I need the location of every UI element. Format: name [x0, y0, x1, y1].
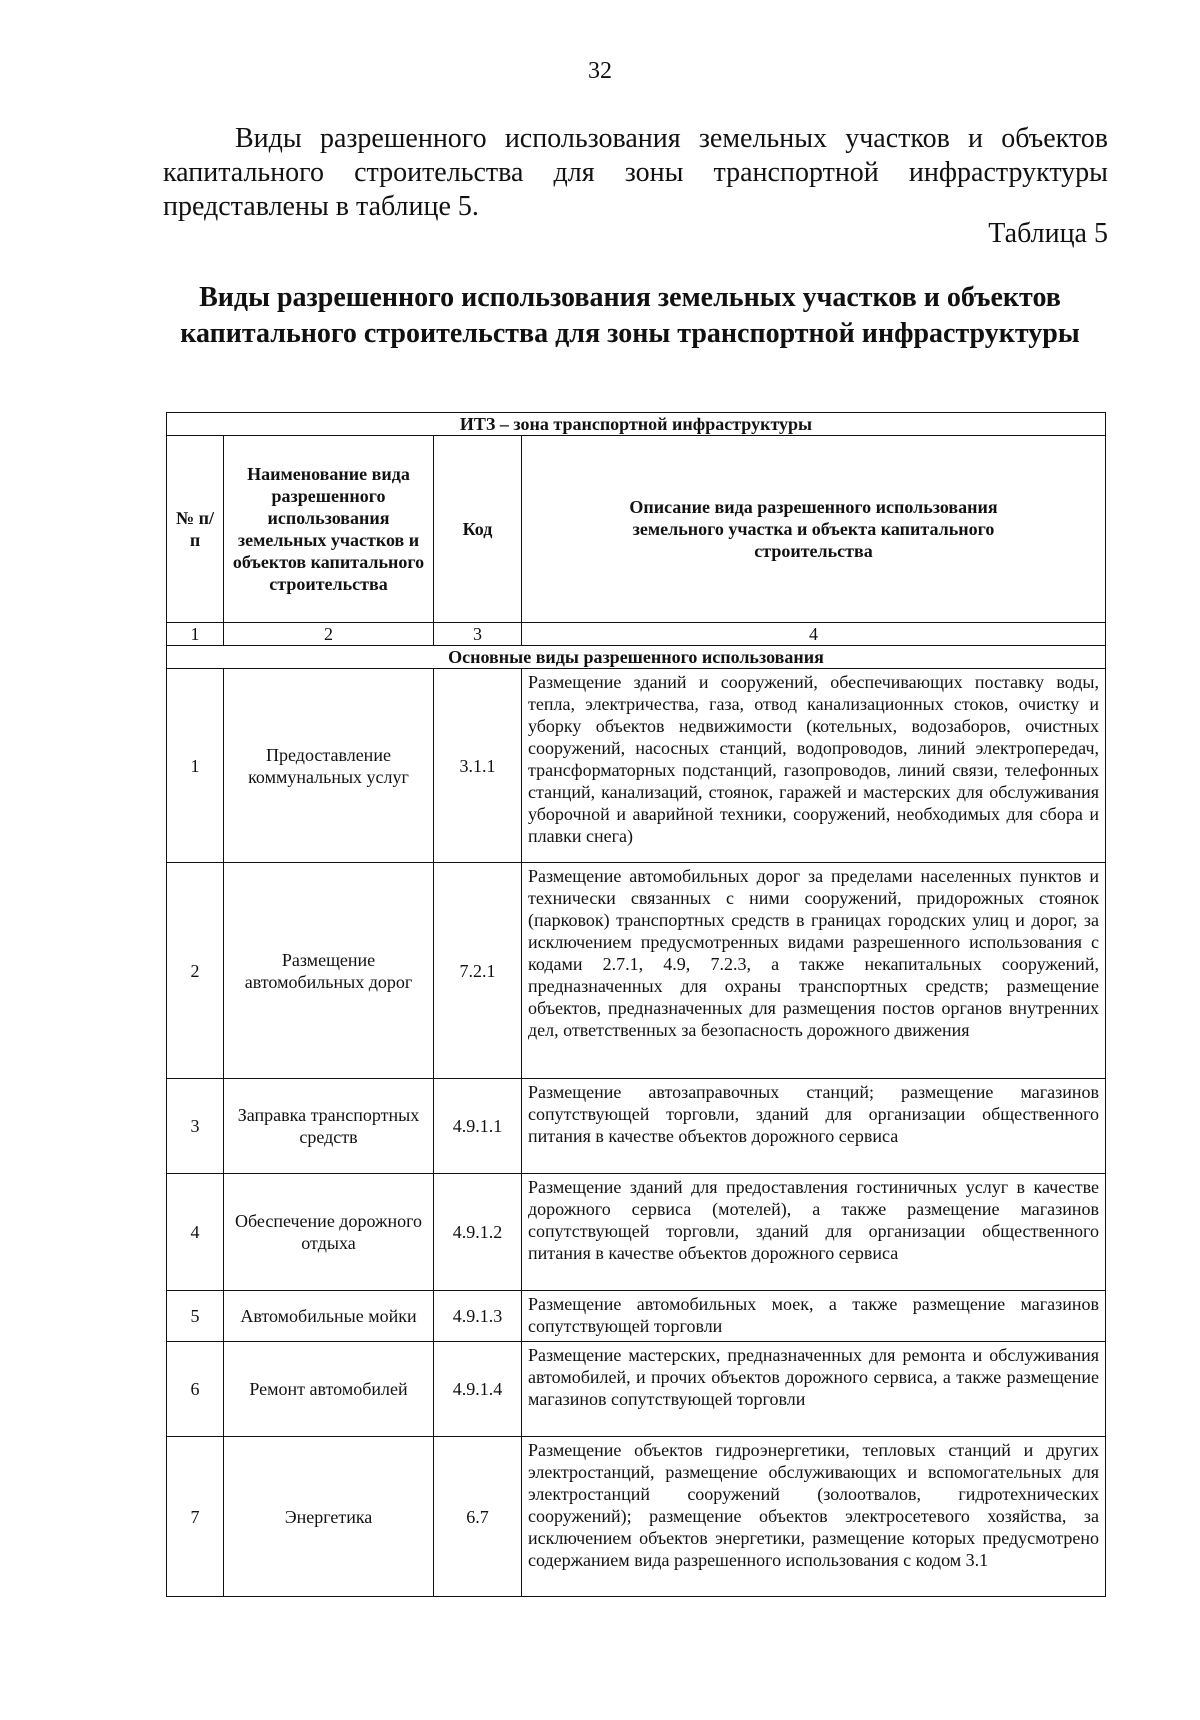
table-row: [167, 1174, 1106, 1291]
row-name: Заправка транспортных средств: [224, 1079, 434, 1174]
zone-header: ИТЗ – зона транспортной инфраструктуры: [167, 413, 1106, 436]
row-code: 4.9.1.2: [434, 1174, 522, 1291]
table-title: Виды разрешенного использования земельных участков и объектов капитального строительства для зоны транспортной инфраструктуры: [180, 282, 1080, 349]
row-code: 6.7: [434, 1437, 522, 1597]
row-num: 1: [167, 669, 224, 863]
row-name: Автомобильные мойки: [224, 1291, 434, 1342]
row-code: 4.9.1.1: [434, 1079, 522, 1174]
row-description: Размещение объектов гидроэнергетики, тепловых станций и других электростанций, размещение обслуживающих и вспомогательных для электростанций сооружений (золоотвалов, гидротехнических сооружений); размещение объектов электросетевого хозяйства, за исключением объектов энергетики, размещение которых предусмотрено содержанием вида разрешенного использования с кодом 3.1: [522, 1437, 1106, 1597]
column-number: 1: [167, 623, 224, 646]
table-row: [167, 1079, 1106, 1174]
table-row: [167, 1437, 1106, 1597]
column-number: 4: [522, 623, 1106, 646]
page-number: 32: [588, 58, 612, 84]
row-name: Обеспечение дорожного отдыха: [224, 1174, 434, 1291]
row-num: 3: [167, 1079, 224, 1174]
row-num: 6: [167, 1342, 224, 1437]
row-code: 7.2.1: [434, 863, 522, 1079]
row-num: 2: [167, 863, 224, 1079]
header-code: Код: [434, 436, 522, 623]
row-description: Размещение автомобильных дорог за пределами населенных пунктов и технически связанных с ними сооружений, придорожных стоянок (парковок) транспортных средств в границах городских улиц и дорог, за исключением предусмотренных видами разрешенного использования с кодами 2.7.1, 4.9, 7.2.3, а также некапитальных сооружений, предназначенных для охраны транспортных средств; размещение объектов, предназначенных для размещения постов органов внутренних дел, ответственных за безопасность дорожного движения: [522, 863, 1106, 1079]
row-description: Размещение мастерских, предназначенных для ремонта и обслуживания автомобилей, и прочих объектов дорожного сервиса, а также размещение магазинов сопутствующей торговли: [522, 1342, 1106, 1437]
header-description: Описание вида разрешенного использования земельного участка и объекта капитального строительства: [522, 436, 1106, 623]
row-description: Размещение автомобильных моек, а также размещение магазинов сопутствующей торговли: [522, 1291, 1106, 1342]
row-name: Энергетика: [224, 1437, 434, 1597]
row-name: Размещение автомобильных дорог: [224, 863, 434, 1079]
row-code: 4.9.1.4: [434, 1342, 522, 1437]
intro-paragraph: Виды разрешенного использования земельных участков и объектов капитального строительства для зоны транспортной инфраструктуры представлены в таблице 5.: [163, 123, 1108, 222]
table-row: [167, 669, 1106, 863]
column-number: 3: [434, 623, 522, 646]
land-use-table: [166, 412, 1106, 1597]
row-description: Размещение зданий для предоставления гостиничных услуг в качестве дорожного сервиса (мотелей), а также размещение магазинов сопутствующей торговли, зданий для организации общественного питания в качестве объектов дорожного сервиса: [522, 1174, 1106, 1291]
row-code: 4.9.1.3: [434, 1291, 522, 1342]
row-num: 4: [167, 1174, 224, 1291]
row-name: Предоставление коммунальных услуг: [224, 669, 434, 863]
header-name: Наименование вида разрешенного использования земельных участков и объектов капитального строительства: [224, 436, 434, 623]
row-num: 5: [167, 1291, 224, 1342]
section-title: Основные виды разрешенного использования: [167, 646, 1106, 669]
row-name: Ремонт автомобилей: [224, 1342, 434, 1437]
header-num: № п/п: [167, 436, 224, 623]
table-row: [167, 1342, 1106, 1437]
row-num: 7: [167, 1437, 224, 1597]
table-row: [167, 863, 1106, 1079]
row-description: Размещение зданий и сооружений, обеспечивающих поставку воды, тепла, электричества, газа, отвод канализационных стоков, очистку и уборку объектов недвижимости (котельных, водозаборов, очистных сооружений, насосных станций, водопроводов, линий электропередач, трансформаторных подстанций, газопроводов, линий связи, телефонных станций, канализаций, стоянок, гаражей и мастерских для обслуживания уборочной и аварийной техники, сооружений, необходимых для сбора и плавки снега): [522, 669, 1106, 863]
table-row: [167, 1291, 1106, 1342]
row-description: Размещение автозаправочных станций; размещение магазинов сопутствующей торговли, зданий для организации общественного питания в качестве объектов дорожного сервиса: [522, 1079, 1106, 1174]
column-number: 2: [224, 623, 434, 646]
table-caption: Таблица 5: [988, 218, 1108, 249]
row-code: 3.1.1: [434, 669, 522, 863]
